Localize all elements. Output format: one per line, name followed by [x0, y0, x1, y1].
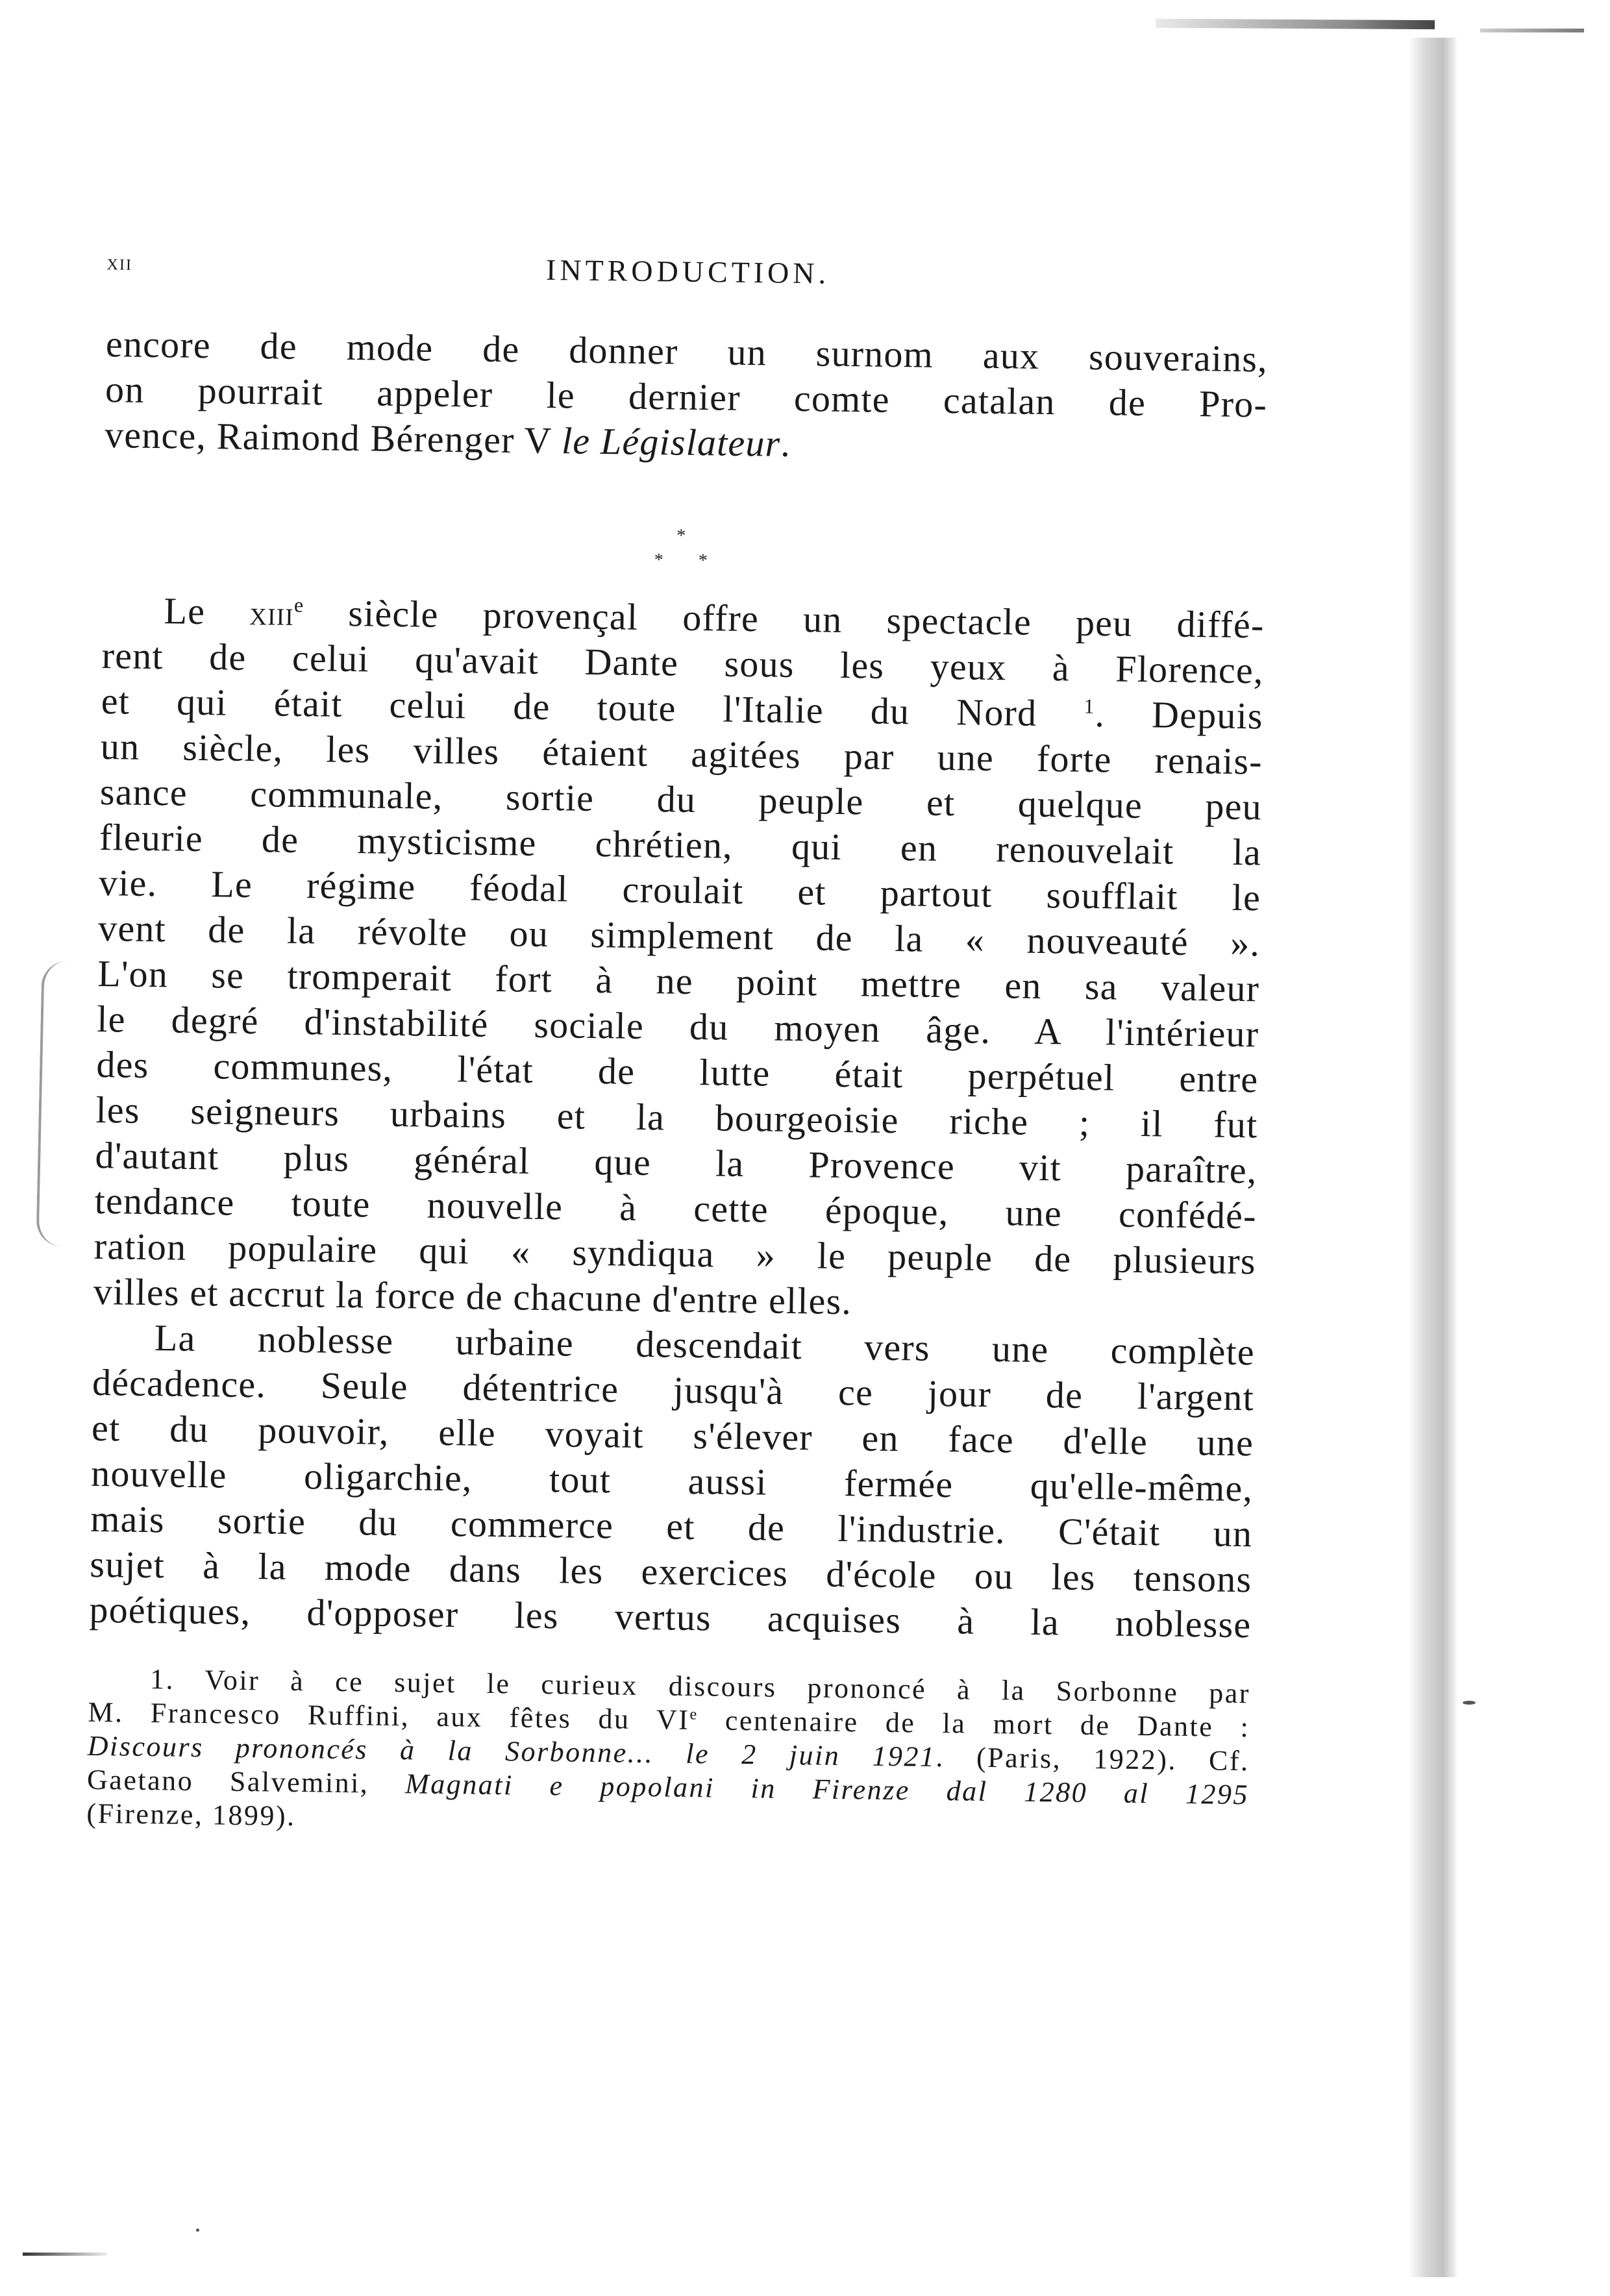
text-line: ration populaire qui « syndiqua » le peuple de plusieurs: [93, 1224, 1257, 1283]
text-line: un siècle, les villes étaient agitées par une forte renais-: [100, 725, 1263, 783]
text-line: d'autant plus général que la Provence vit paraître,: [95, 1133, 1257, 1192]
asterisk-icon: *: [654, 550, 663, 571]
text-line: on pourrait appeler le dernier comte catalan de Pro-: [105, 368, 1268, 426]
text-line: décadence. Seule détentrice jusqu'à ce jour de l'argent: [92, 1361, 1255, 1419]
footnote-line: (Firenze, 1899).: [86, 1797, 296, 1833]
italic-title: Discours prononcés à la Sorbonne... le 2 juin 1921: [87, 1729, 936, 1773]
text-line: des communes, l'état de lutte était perpétuel entre: [96, 1043, 1259, 1101]
text-line: encore de mode de donner un surnom aux souverains,: [105, 323, 1269, 380]
text-span: Le: [164, 589, 250, 633]
text-span: . (Paris, 1922). Cf.: [935, 1740, 1250, 1777]
text-line: vie. Le régime féodal croulait et partout soufflait le: [98, 861, 1261, 919]
text-line: le degré d'instabilité sociale du moyen âge. A l'intérieur: [97, 997, 1259, 1055]
text-span: . Depuis: [1095, 693, 1264, 737]
text-line: mais sortie du commerce et de l'industrie. C'était un: [90, 1497, 1253, 1555]
footnote-reference[interactable]: 1: [1084, 695, 1095, 718]
text-line: tendance toute nouvelle à cette époque, une confédé-: [94, 1179, 1257, 1237]
italic-title: Magnati e popolani in Firenze dal 1280 al 1295: [404, 1768, 1250, 1811]
text-line: sujet à la mode dans les exercices d'école ou les tensons: [90, 1542, 1252, 1601]
text-span: vence, Raimond Bérenger V: [104, 414, 562, 462]
superscript: e: [689, 1705, 699, 1723]
asterisk-icon: *: [676, 525, 686, 546]
text-line: vent de la révolte ou simplement de la « nouveauté ».: [97, 906, 1261, 965]
asterisk-icon: *: [698, 550, 708, 571]
text-line: fleurie de mysticisme chrétien, qui en renouvelait la: [99, 815, 1262, 874]
text-span: et qui était celui de toute l'Italie du Nord: [101, 680, 1037, 734]
text-span: Voir à ce sujet le curieux discours prononcé à la Sorbonne par: [204, 1664, 1251, 1710]
text-line: nouvelle oligarchie, tout aussi fermée qu'elle-même,: [90, 1451, 1254, 1510]
text-span: Gaetano Salvemini,: [86, 1763, 406, 1800]
footnote-number: 1.: [149, 1663, 175, 1696]
text-line: et du pouvoir, elle voyait s'élever en face d'elle une: [91, 1406, 1254, 1464]
text-line: les seigneurs urbains et la bourgeoisie riche ; il fut: [95, 1088, 1258, 1146]
text-span: siècle provençal offre un spectacle peu diffé-: [303, 591, 1265, 647]
text-line: L'on se tromperait fort à ne point mettre en sa valeur: [97, 952, 1260, 1010]
text-line: rent de celui qu'avait Dante sous les yeux à Florence,: [101, 634, 1265, 692]
text-line: sance communale, sortie du peuple et quelque peu: [99, 770, 1263, 828]
page-number: xii: [106, 251, 133, 275]
italic-epithet: le Législateur: [561, 419, 781, 465]
running-head: [106, 247, 1269, 301]
text-span: M. Francesco Ruffini, aux fêtes du VI: [88, 1696, 690, 1736]
text-line: La noblesse urbaine descendait vers une complète: [154, 1316, 1256, 1374]
text-line: poétiques, d'opposer les vertus acquises à la noblesse: [89, 1588, 1252, 1646]
text-span: centenaire de la mort de Dante :: [698, 1704, 1250, 1744]
asterism-section-break: [652, 525, 711, 571]
text-line: villes et accrut la force de chacune d'entre elles.: [93, 1270, 852, 1323]
running-title: INTRODUCTION.: [545, 253, 830, 290]
century-numeral: xiii: [249, 594, 295, 633]
superscript: e: [293, 593, 304, 617]
punctuation: .: [780, 422, 791, 465]
